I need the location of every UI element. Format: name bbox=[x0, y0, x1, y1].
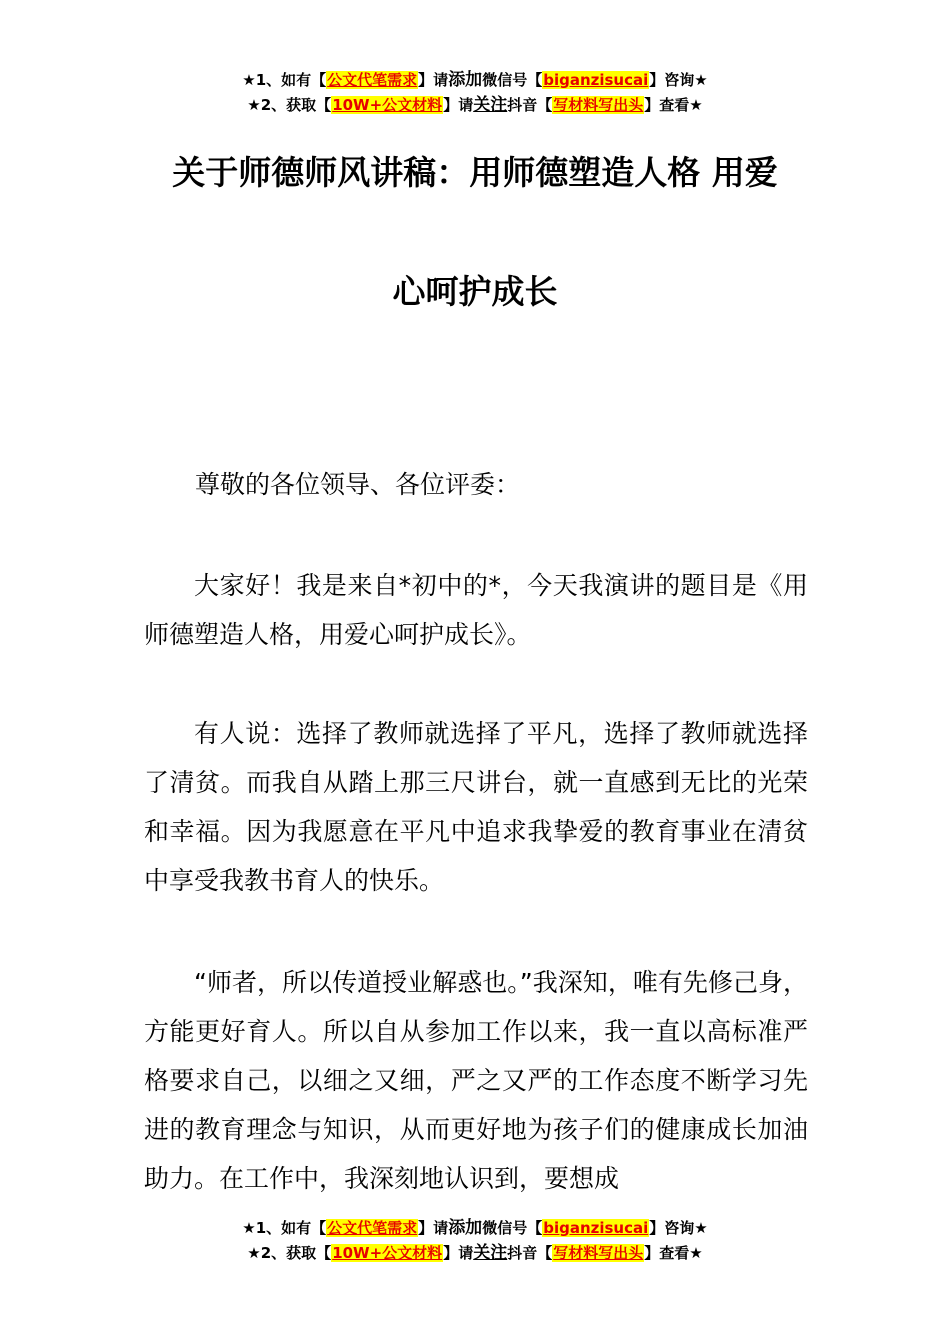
footer-banner bbox=[0, 1216, 950, 1266]
banner-highlight: 10W+公文材料 bbox=[332, 96, 443, 114]
banner-line-2: ★2、获取【10W+公文材料】请关注抖音【写材料写出头】查看★ bbox=[247, 1243, 703, 1263]
banner-highlight: 公文代笔需求 bbox=[327, 1219, 418, 1237]
banner-highlight: 10W+公文材料 bbox=[332, 1244, 443, 1262]
banner-line-2: ★2、获取【10W+公文材料】请关注抖音【写材料写出头】查看★ bbox=[247, 95, 703, 115]
body-paragraph: 大家好！我是来自*初中的*，今天我演讲的题目是《用师德塑造人格，用爱心呵护成长》。 bbox=[144, 571, 808, 649]
document-title-line-2: 心呵护成长 bbox=[392, 272, 558, 311]
banner-line-1: ★1、如有【公文代笔需求】请添加微信号【biganzisucai】咨询★ bbox=[242, 70, 708, 90]
banner-douyin-id: 写材料写出头 bbox=[553, 96, 644, 114]
banner-douyin-id: 写材料写出头 bbox=[553, 1244, 644, 1262]
banner-highlight: 公文代笔需求 bbox=[327, 71, 418, 89]
body-paragraph: “师者，所以传道授业解惑也。”我深知，唯有先修己身，方能更好育人。所以自从参加工作以来，我一直以高标准严格要求自己，以细之又细，严之又严的工作态度不断学习先进的教育理念与知识，从而更好地为孩子们的健康成长加油助力。在工作中，我深刻地认识到，要想成 bbox=[144, 968, 808, 1193]
greeting: 尊敬的各位领导、各位评委： bbox=[195, 470, 521, 499]
banner-wechat-id: biganzisucai bbox=[543, 1219, 649, 1237]
body-paragraph: 有人说：选择了教师就选择了平凡，选择了教师就选择了清贫。而我自从踏上那三尺讲台，就一直感到无比的光荣和幸福。因为我愿意在平凡中追求我挚爱的教育事业在清贫中享受我教书育人的快乐。 bbox=[144, 719, 808, 895]
document-title-line-1: 关于师德师风讲稿：用师德塑造人格 用爱 bbox=[172, 153, 778, 192]
banner-line-1: ★1、如有【公文代笔需求】请添加微信号【biganzisucai】咨询★ bbox=[242, 1218, 708, 1238]
header-banner bbox=[0, 68, 950, 118]
banner-wechat-id: biganzisucai bbox=[543, 71, 649, 89]
